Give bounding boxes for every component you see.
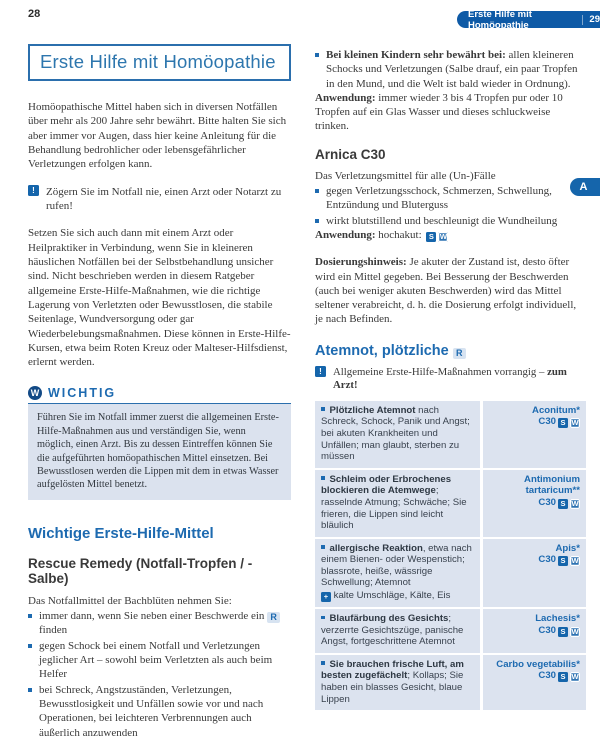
page-number-left: 28 bbox=[28, 8, 41, 20]
page-number-right: 29 bbox=[589, 14, 600, 25]
bullet-icon bbox=[28, 614, 32, 618]
page-left bbox=[28, 8, 291, 740]
bullet-icon bbox=[315, 189, 319, 193]
atemnot-alert-text: Allgemeine Erste-Hilfe-Maßnahmen vorrangig – zum Arzt! bbox=[333, 365, 567, 392]
w-icon: W bbox=[571, 626, 579, 636]
list-item bbox=[315, 214, 586, 228]
arnica-heading: Arnica C30 bbox=[315, 146, 386, 162]
list-item-text: bei Schreck, Angstzuständen, Verletzungen, Bewusstlosigkeit und Unfällen sowie vor und nach Operationen, bei leichteren Verbrennungen auch äußerlich anzuwenden bbox=[39, 683, 264, 739]
table-row bbox=[315, 609, 586, 653]
running-header-title: Erste Hilfe mit Homöopathie bbox=[468, 8, 532, 31]
chapter-title: Erste Hilfe mit Homöopathie bbox=[40, 51, 276, 72]
list-item-text: gegen Schock bei einem Notfall und Verletzungen jeglicher Art – sowohl beim Verletzten als auch beim Helfer bbox=[39, 639, 273, 681]
intro-paragraph: Homöopathische Mittel haben sich in diversen Notfällen über mehr als 200 Jahre sehr bewährt. Bitte halten Sie sich aber immer vor Augen, dass hier keine Anleitung für die Behandlung bedrohlicher oder lebensgefährlicher Verletzungen erfolgen kann. bbox=[28, 101, 287, 171]
symptom-cell: Plötzliche Atemnot nach Schreck, Schock, Panik und Angst; bei akuten Krankheiten und Unfällen; man glaubt, sterben zu müssen bbox=[315, 401, 480, 468]
bullet-icon bbox=[321, 545, 325, 549]
remedy-cell: Antimonium tartaricum** C30 S W bbox=[483, 470, 586, 537]
s-icon: S bbox=[558, 418, 568, 428]
warning-icon: ! bbox=[28, 185, 39, 196]
remedy-cell: Lachesis* C30 S W bbox=[483, 609, 586, 653]
symptom-cell: Sie brauchen frische Luft, am besten zugefächelt; Kollaps; Sie haben ein blasses Gesicht, blaue Lippen bbox=[315, 655, 480, 710]
w-icon: W bbox=[439, 231, 447, 241]
wichtig-box: Führen Sie im Notfall immer zuerst die allgemeinen Erste-Hilfe-Maßnahmen aus und verständigen Sie, wenn möglich, einen Arzt. Bis zu dessen Eintreffen können Sie die aufgeführten homöopathischen Mittel einsetzen. Bei Bewusstlosen werden die Lippen mit dem in etwas Wasser aufgelösten Mittel benetzt. bbox=[28, 404, 291, 499]
atemnot-heading: Atemnot, plötzliche R bbox=[315, 343, 586, 359]
rescue-remedy-heading: Rescue Remedy (Notfall-Tropfen / -Salbe) bbox=[28, 555, 253, 586]
section-heading: Wichtige Erste-Hilfe-Mittel bbox=[28, 524, 214, 542]
warning-icon: ! bbox=[315, 366, 326, 377]
index-tab-a: A bbox=[570, 178, 600, 196]
w-icon: W bbox=[571, 418, 579, 428]
symptom-cell: Blaufärbung des Gesichts; verzerrte Gesichtszüge, panische Angst, fortgeschrittene Atemnot bbox=[315, 609, 480, 653]
bullet-icon bbox=[28, 644, 32, 648]
remedy-table bbox=[315, 401, 586, 710]
emergency-note bbox=[28, 185, 291, 213]
bullet-icon bbox=[321, 407, 325, 411]
list-item-text: immer dann, wenn Sie neben einer Beschwerde ein R finden bbox=[39, 609, 291, 638]
chapter-title-box bbox=[28, 44, 291, 81]
remedy-cell: Apis* C30 S W bbox=[483, 539, 586, 607]
anwendung-paragraph: Anwendung: immer wieder 3 bis 4 Tropfen pur oder 10 Tropfen auf ein Glas Wasser und dieses schluckweise trinken. bbox=[315, 91, 563, 133]
extra-tip: + kalte Umschläge, Kälte, Eis bbox=[321, 590, 475, 602]
table-row bbox=[315, 470, 586, 537]
table-row bbox=[315, 655, 586, 710]
bullet-icon bbox=[315, 219, 319, 223]
bullet-icon bbox=[28, 688, 32, 692]
rescue-remedy-icon: R bbox=[453, 348, 466, 359]
list-item bbox=[315, 48, 586, 91]
list-item bbox=[28, 683, 291, 740]
list-item-text: Bei kleinen Kindern sehr bewährt bei: allen kleineren Schocks und Verletzungen (Salbe drauf, ein paar Tropfen in den Mund, und die Welt ist bald wieder in Ordnung). bbox=[326, 49, 578, 90]
bullet-icon bbox=[315, 53, 319, 57]
s-icon: S bbox=[426, 232, 436, 242]
s-icon: S bbox=[558, 672, 568, 682]
symptom-cell: Schleim oder Erbrochenes blockieren die Atemwege; rasselnde Atmung; Schwäche; Sie frieren, die Lippen sind leicht bläulich bbox=[315, 470, 480, 537]
s-icon: S bbox=[558, 627, 568, 637]
atemnot-alert bbox=[315, 366, 586, 393]
list-item-text: gegen Verletzungsschock, Schmerzen, Schwellung, Entzündung und Bluterguss bbox=[326, 185, 552, 212]
emergency-note-text: Zögern Sie im Notfall nie, einen Arzt oder Notarzt zu rufen! bbox=[46, 186, 282, 213]
list-item bbox=[28, 639, 291, 682]
bullet-icon bbox=[321, 616, 325, 620]
list-item bbox=[28, 609, 291, 638]
body-paragraph: Setzen Sie sich auch dann mit einem Arzt oder Heilpraktiker in Verbindung, wenn Sie in kleineren häuslichen Notfällen bei der Selbstbehandlung unsicher sind. Nicht beschrieben werden in diesem Ratgeber allgemeine Erste-Hilfe-Maßnahmen, wie die richtige Lagerung von Verletzten oder Bewusstlosen, die stabile Seitenlage, Wundversorgung oder gar Wiederbelebungsmaßnahmen. Diese können in Erste-Hilfe-Kursen, etwa beim Roten Kreuz oder Malteser-Hilfsdienst, erlernt werden. bbox=[28, 227, 291, 369]
rescue-remedy-icon: R bbox=[267, 612, 280, 623]
arnica-anwendung: Anwendung: hochakut: S W bbox=[315, 228, 447, 241]
bullet-icon bbox=[321, 476, 325, 480]
plus-icon: + bbox=[321, 592, 331, 602]
remedy-cell: Aconitum* C30 S W bbox=[483, 401, 586, 468]
s-icon: S bbox=[558, 556, 568, 566]
w-icon: W bbox=[571, 556, 579, 566]
wichtig-label: WICHTIG bbox=[48, 386, 117, 401]
page-right bbox=[315, 0, 586, 712]
table-row bbox=[315, 401, 586, 468]
list-item bbox=[315, 184, 586, 213]
wichtig-header bbox=[28, 386, 291, 404]
arnica-lead: Das Verletzungsmittel für alle (Un-)Fälle bbox=[315, 169, 496, 182]
list-item-text: wirkt blutstillend und beschleunigt die Wundheilung bbox=[326, 214, 558, 227]
w-icon: W bbox=[571, 498, 579, 508]
w-icon: W bbox=[571, 672, 579, 682]
symptom-cell: allergische Reaktion, etwa nach einem Bienen- oder Wespenstich; blassrote, heiße, wässrige Schwellung; Atemnot + kalte Umschläge, Kälte, Eis bbox=[315, 539, 480, 607]
rescue-remedy-lead: Das Notfallmittel der Bachblüten nehmen Sie: bbox=[28, 594, 232, 607]
dosierung-paragraph: Dosierungshinweis: Je akuter der Zustand ist, desto öfter wird ein Mittel gegeben. Bei Besserung der Beschwerden (auch bei weniger akuten Beschwerden) wird das Mittel seltener verabreicht, d. h. die Dosierung erfolgt individuell, je nach Befinden. bbox=[315, 256, 577, 326]
s-icon: S bbox=[558, 499, 568, 509]
remedy-cell: Carbo vegetabilis* C30 S W bbox=[483, 655, 586, 710]
bullet-icon bbox=[321, 661, 325, 665]
wichtig-icon: W bbox=[28, 386, 42, 400]
table-row bbox=[315, 539, 586, 607]
